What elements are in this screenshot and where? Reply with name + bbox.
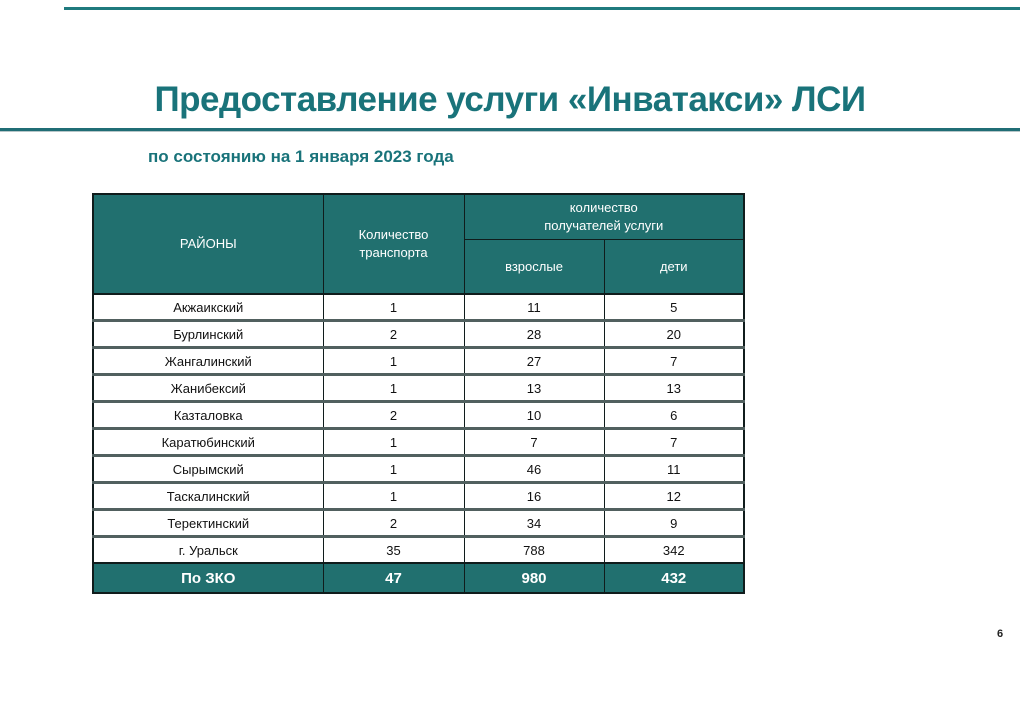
header-row-group: [93, 194, 744, 240]
cell-children: 9: [604, 510, 744, 537]
cell-adults: 10: [464, 402, 604, 429]
cell-adults: 46: [464, 456, 604, 483]
cell-children: 11: [604, 456, 744, 483]
cell-children: 7: [604, 348, 744, 375]
cell-transport: 1: [323, 375, 464, 402]
table-row: [93, 375, 744, 402]
header-children: дети: [604, 240, 744, 295]
top-accent-line: [64, 7, 1020, 10]
cell-transport: 1: [323, 456, 464, 483]
cell-children: 7: [604, 429, 744, 456]
cell-adults: 13: [464, 375, 604, 402]
cell-transport: 1: [323, 483, 464, 510]
cell-district: Жангалинский: [93, 348, 323, 375]
table-row: [93, 348, 744, 375]
table-row: [93, 456, 744, 483]
total-transport: 47: [323, 563, 464, 593]
header-recipients-label: количество получателей услуги: [544, 200, 664, 233]
cell-adults: 27: [464, 348, 604, 375]
total-children: 432: [604, 563, 744, 593]
table-row: [93, 537, 744, 564]
cell-district: Казталовка: [93, 402, 323, 429]
cell-district: г. Уральск: [93, 537, 323, 564]
cell-adults: 7: [464, 429, 604, 456]
cell-district: Бурлинский: [93, 321, 323, 348]
table-row: [93, 402, 744, 429]
total-adults: 980: [464, 563, 604, 593]
page-number: 6: [997, 628, 1004, 640]
cell-district: Акжаикский: [93, 294, 323, 321]
title-divider: [0, 128, 1020, 132]
cell-district: Теректинский: [93, 510, 323, 537]
header-adults: взрослые: [464, 240, 604, 295]
table-row: [93, 294, 744, 321]
cell-district: Сырымский: [93, 456, 323, 483]
cell-transport: 2: [323, 510, 464, 537]
cell-adults: 28: [464, 321, 604, 348]
table-row: [93, 429, 744, 456]
cell-district: Таскалинский: [93, 483, 323, 510]
cell-transport: 1: [323, 294, 464, 321]
header-recipients-group: [464, 194, 744, 240]
table-row: [93, 321, 744, 348]
header-transport-label: Количество транспорта: [358, 227, 429, 260]
cell-transport: 2: [323, 321, 464, 348]
subtitle-date: по состоянию на 1 января 2023 года: [148, 147, 454, 166]
table-row: [93, 483, 744, 510]
cell-adults: 11: [464, 294, 604, 321]
cell-adults: 16: [464, 483, 604, 510]
cell-transport: 35: [323, 537, 464, 564]
table-container: [92, 193, 745, 594]
total-row: [93, 563, 744, 593]
cell-children: 6: [604, 402, 744, 429]
cell-transport: 1: [323, 429, 464, 456]
cell-transport: 2: [323, 402, 464, 429]
invataxi-table: [92, 193, 745, 594]
total-label: По ЗКО: [93, 563, 323, 593]
cell-children: 5: [604, 294, 744, 321]
cell-children: 13: [604, 375, 744, 402]
cell-district: Каратюбинский: [93, 429, 323, 456]
cell-children: 20: [604, 321, 744, 348]
page-title: Предоставление услуги «Инватакси» ЛСИ: [154, 80, 866, 119]
cell-district: Жанибексий: [93, 375, 323, 402]
cell-transport: 1: [323, 348, 464, 375]
cell-adults: 788: [464, 537, 604, 564]
cell-adults: 34: [464, 510, 604, 537]
cell-children: 342: [604, 537, 744, 564]
cell-children: 12: [604, 483, 744, 510]
header-districts: РАЙОНЫ: [93, 194, 323, 294]
header-transport: [323, 194, 464, 294]
table-row: [93, 510, 744, 537]
